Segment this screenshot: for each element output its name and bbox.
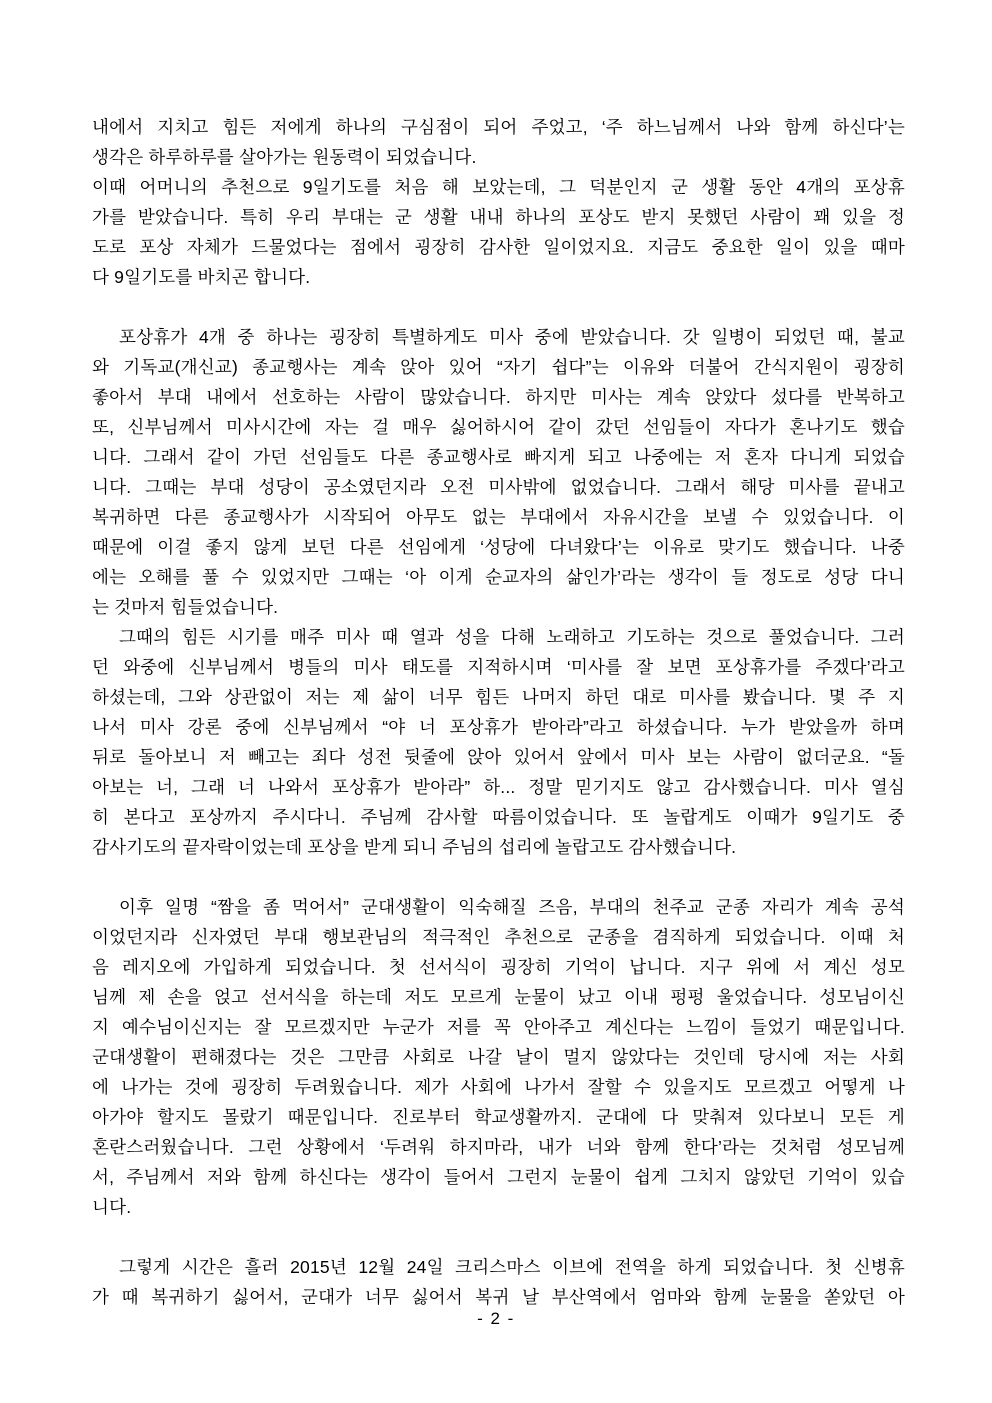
- text-line: 또, 신부님께서 미사시간에 자는 걸 매우 싫어하시어 같이 갔던 선임들이 자다가 혼나기도 했습: [92, 417, 905, 437]
- text-line: 복귀하면 다른 종교행사가 시작되어 아무도 없는 부대에서 자유시간을 보낼 수 있었습니다. 이: [92, 507, 905, 527]
- text-line: 님께 제 손을 얹고 선서식을 하는데 저도 모르게 눈물이 났고 이내 펑펑 울었습니다. 성모님이신: [92, 987, 905, 1007]
- text-line: 이때 어머니의 추천으로 9일기도를 처음 해 보았는데, 그 덕분인지 군 생활 동안 4개의 포상휴: [92, 177, 905, 197]
- document-body: [92, 112, 905, 1312]
- text-line: 나서 미사 강론 중에 신부님께서 “야 너 포상휴가 받아라”라고 하셨습니다. 누가 받았을까 하며: [92, 717, 905, 737]
- text-line: 에 나가는 것에 굉장히 두려웠습니다. 제가 사회에 나가서 잘할 수 있을지도 모르겠고 어떻게 나: [92, 1077, 905, 1097]
- text-line: 히 본다고 포상까지 주시다니. 주님께 감사할 따름이었습니다. 또 놀랍게도 이때가 9일기도 중: [92, 807, 905, 827]
- text-line: 좋아서 부대 내에서 선호하는 사람이 많았습니다. 하지만 미사는 계속 앉았다 섰다를 반복하고: [92, 387, 905, 407]
- text-line: 니다. 그래서 같이 가던 선임들도 다른 종교행사로 빠지게 되고 나중에는 저 혼자 다니게 되었습: [92, 447, 905, 467]
- text-line: 이후 일명 “짬을 좀 먹어서” 군대생활이 익숙해질 즈음, 부대의 천주교 군종 자리가 계속 공석: [119, 897, 905, 917]
- text-line: 뒤로 돌아보니 저 빼고는 죄다 성전 뒷줄에 앉아 있어서 앞에서 미사 보는 사람이 없더군요. “돌: [92, 747, 905, 767]
- text-line: 아가야 할지도 몰랐기 때문입니다. 진로부터 학교생활까지. 군대에 다 맞춰져 있다보니 모든 게: [92, 1107, 905, 1127]
- text-line: 음 레지오에 가입하게 되었습니다. 첫 선서식이 굉장히 기억이 납니다. 지구 위에 서 계신 성모: [92, 957, 905, 977]
- text-line: 서, 주님께서 저와 함께 하신다는 생각이 들어서 그런지 눈물이 쉽게 그치지 않았던 기억이 있습: [92, 1167, 905, 1187]
- page-number-footer: - 2 -: [477, 1309, 515, 1328]
- text-line: 다 9일기도를 바치곤 합니다.: [92, 267, 311, 287]
- text-line: 니다. 그때는 부대 성당이 공소였던지라 오전 미사밖에 없었습니다. 그래서 해당 미사를 끝내고: [92, 477, 905, 497]
- text-line: 아보는 너, 그래 너 나와서 포상휴가 받아라” 하... 정말 믿기지도 않고 감사했습니다. 미사 열심: [92, 777, 905, 797]
- text-line: 군대생활이 편해졌다는 것은 그만큼 사회로 나갈 날이 멀지 않았다는 것인데 당시에 저는 사회: [92, 1047, 905, 1067]
- text-line: 생각은 하루하루를 살아가는 원동력이 되었습니다.: [92, 147, 477, 167]
- text-line: 혼란스러웠습니다. 그런 상황에서 ‘두려워 하지마라, 내가 너와 함께 한다’라는 것처럼 성모님께: [92, 1137, 905, 1157]
- text-line: 는 것마저 힘들었습니다.: [92, 597, 279, 617]
- text-line: 지 예수님이신지는 잘 모르겠지만 누군가 저를 꼭 안아주고 계신다는 느낌이 들었기 때문입니다.: [92, 1017, 905, 1037]
- text-line: 가 때 복귀하기 싫어서, 군대가 너무 싫어서 복귀 날 부산역에서 엄마와 함께 눈물을 쏟았던 아: [92, 1287, 905, 1307]
- text-line: 이었던지라 신자였던 부대 행보관님의 적극적인 추천으로 군종을 겸직하게 되었습니다. 이때 처: [92, 927, 905, 947]
- text-line: 감사기도의 끝자락이었는데 포상을 받게 되니 주님의 섭리에 놀랍고도 감사했습니다.: [92, 837, 737, 857]
- paragraph-gap: [92, 1222, 905, 1252]
- text-line: 에는 오해를 풀 수 있었지만 그때는 ‘아 이게 순교자의 삶인가’라는 생각이 들 정도로 성당 다니: [92, 567, 905, 587]
- text-line: 때문에 이걸 좋지 않게 보던 다른 선임에게 ‘성당에 다녀왔다’는 이유로 맞기도 했습니다. 나중: [92, 537, 905, 557]
- text-line: 도로 포상 자체가 드물었다는 점에서 굉장히 감사한 일이었지요. 지금도 중요한 일이 있을 때마: [92, 237, 905, 257]
- text-line: 와 기독교(개신교) 종교행사는 계속 앉아 있어 “자기 쉽다”는 이유와 더불어 간식지원이 굉장히: [92, 357, 905, 377]
- text-line: 하셨는데, 그와 상관없이 저는 제 삶이 너무 힘든 나머지 하던 대로 미사를 봤습니다. 몇 주 지: [92, 687, 905, 707]
- text-line: 가를 받았습니다. 특히 우리 부대는 군 생활 내내 하나의 포상도 받지 못했던 사람이 꽤 있을 정: [92, 207, 905, 227]
- paragraph-gap: [92, 292, 905, 322]
- text-line: 내에서 지치고 힘든 저에게 하나의 구심점이 되어 주었고, ‘주 하느님께서 나와 함께 하신다’는: [92, 117, 905, 137]
- text-line: 그렇게 시간은 흘러 2015년 12월 24일 크리스마스 이브에 전역을 하게 되었습니다. 첫 신병휴: [119, 1257, 905, 1277]
- text-line: 던 와중에 신부님께서 병들의 미사 태도를 지적하시며 ‘미사를 잘 보면 포상휴가를 주겠다’라고: [92, 657, 905, 677]
- text-line: 포상휴가 4개 중 하나는 굉장히 특별하게도 미사 중에 받았습니다. 갓 일병이 되었던 때, 불교: [119, 327, 905, 347]
- text-line: 니다.: [92, 1197, 132, 1217]
- text-line: 그때의 힘든 시기를 매주 미사 때 열과 성을 다해 노래하고 기도하는 것으로 풀었습니다. 그러: [119, 627, 905, 647]
- paragraph-gap: [92, 862, 905, 892]
